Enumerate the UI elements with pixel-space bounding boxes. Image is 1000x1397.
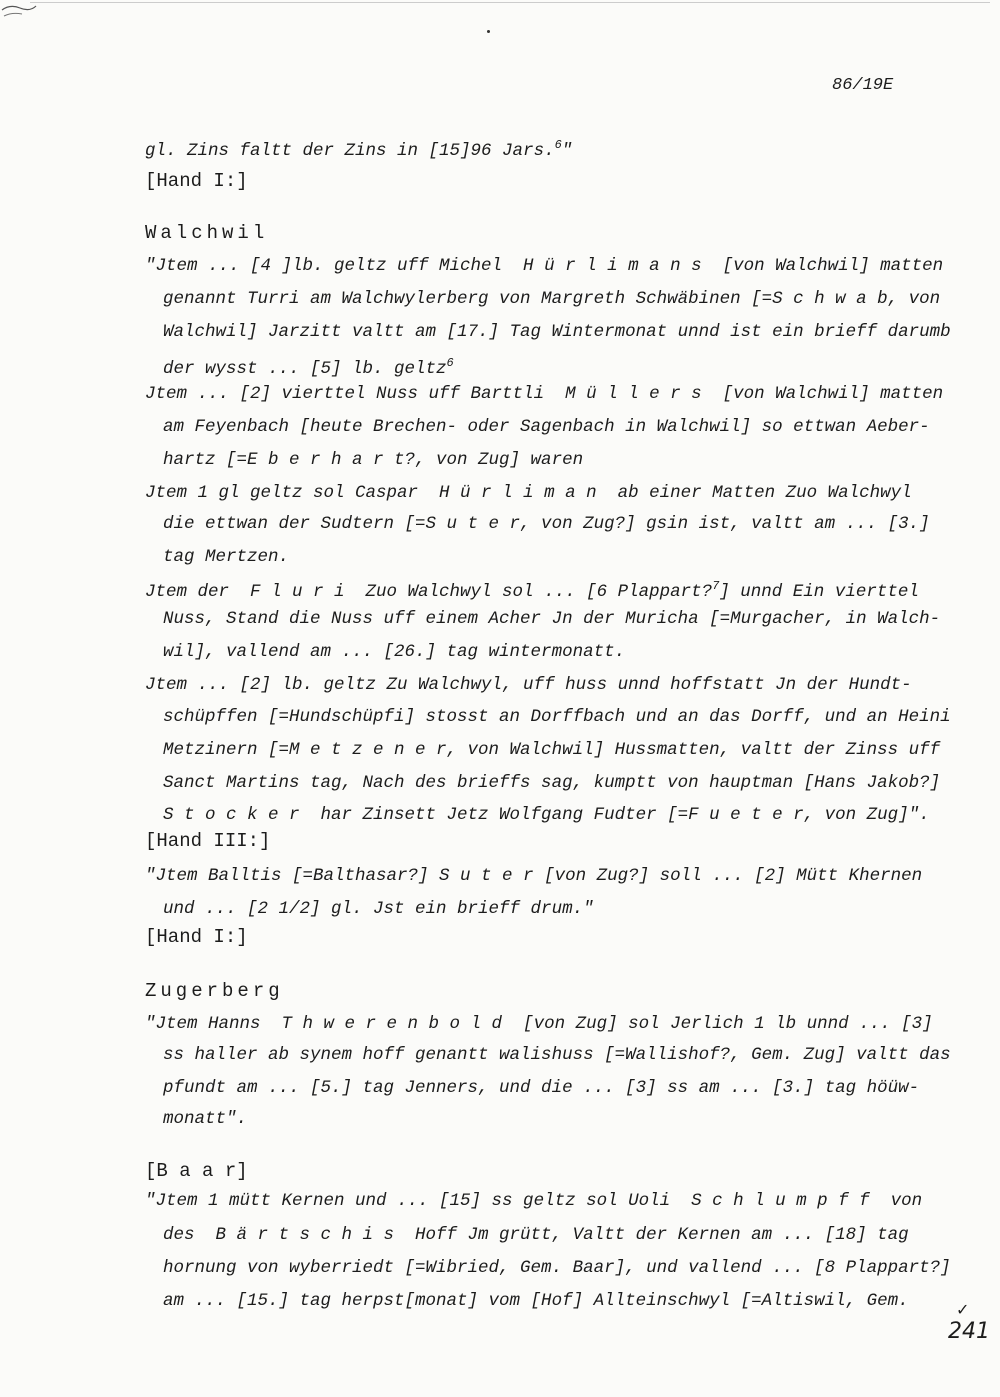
- folio-number: 241: [948, 1319, 990, 1344]
- line-text: Nuss, Stand die Nuss uff einem Acher Jn der Muricha [=Murgacher, in Walch-: [163, 609, 941, 629]
- line-text: "Jtem Hanns T h w e r e n b o l d [von Zug] sol Jerlich 1 lb unnd ... [3]: [145, 1014, 933, 1034]
- line-text: "Jtem ... [4 ]lb. geltz uff Michel H ü r l i m a n s [von Walchwil] matten: [145, 256, 944, 276]
- line-text: wil], vallend am ... [26.] tag wintermonatt.: [163, 642, 626, 662]
- text-line: [145, 980, 284, 1002]
- line-text: Jtem ... [2] vierttel Nuss uff Barttli M ü l l e r s [von Walchwil] matten: [145, 384, 944, 404]
- text-line: [163, 804, 930, 826]
- page-edge-line: [30, 2, 990, 3]
- text-line: [145, 575, 919, 603]
- line-text-tail: ] unnd Ein vierttel: [719, 581, 919, 602]
- line-text: "Jtem Balltis [=Balthasar?] S u t e r [von Zug?] soll ... [2] Mütt Khernen: [145, 866, 923, 886]
- text-line: [145, 674, 912, 696]
- line-text: am Feyenbach [heute Brechen- oder Sagenbach in Walchwil] so ettwan Aeber-: [163, 417, 930, 437]
- text-line: [145, 222, 268, 244]
- folio-mark: [948, 1300, 990, 1344]
- line-text: die ettwan der Sudtern [=S u t e r, von Zug?] gsin ist, valtt am ... [3.]: [163, 514, 930, 534]
- corner-smudge-icon: [0, 0, 40, 30]
- text-line: [163, 546, 289, 568]
- line-text: Jtem 1 gl geltz sol Caspar H ü r l i m a n ab einer Matten Zuo Walchwyl: [145, 483, 912, 503]
- text-line: [145, 255, 943, 277]
- text-line: [163, 288, 940, 310]
- line-text: ss haller ab synem hoff genantt walishuss [=Wallishof?, Gem. Zug] valtt das: [163, 1045, 951, 1065]
- footnote-ref: 6: [554, 138, 562, 152]
- text-line: [163, 1290, 909, 1312]
- text-line: [163, 1108, 247, 1130]
- text-line: [145, 830, 270, 852]
- line-text: [B a a r]: [145, 1160, 248, 1182]
- line-text: gl. Zins faltt der Zins in [15]96 Jars.: [145, 140, 555, 161]
- text-line: [145, 134, 572, 162]
- text-line: [163, 898, 594, 920]
- text-line: [145, 926, 248, 948]
- line-text: [Hand III:]: [145, 830, 271, 852]
- line-text: schüpffen [=Hundschüpfi] stosst an Dorffbach und an das Dorff, und an Heini: [163, 707, 951, 727]
- text-line: [163, 1044, 951, 1066]
- line-text: hornung von wyberriedt [=Wibried, Gem. Baar], und vallend ... [8 Plappart?]: [163, 1258, 951, 1278]
- text-line: [163, 1257, 951, 1279]
- line-text: hartz [=E b e r h a r t?, von Zug] waren: [163, 450, 584, 470]
- line-text: Jtem ... [2] lb. geltz Zu Walchwyl, uff huss unnd hoffstatt Jn der Hundt-: [145, 675, 912, 695]
- text-line: [145, 1190, 922, 1212]
- text-line: [163, 513, 930, 535]
- line-text: "Jtem 1 mütt Kernen und ... [15] ss geltz sol Uoli S c h l u m p f f von: [145, 1191, 923, 1211]
- text-line: [145, 170, 248, 192]
- line-text: Sanct Martins tag, Nach des brieffs sag, kumptt von hauptman [Hans Jakob?]: [163, 773, 941, 793]
- text-line: [163, 608, 940, 630]
- text-line: [145, 383, 943, 405]
- text-line: [145, 1013, 933, 1035]
- text-line: [163, 321, 951, 343]
- check-mark: ✓: [956, 1300, 970, 1319]
- text-line: [163, 1077, 919, 1099]
- text-line: [145, 865, 922, 887]
- line-text-tail: ": [561, 140, 573, 161]
- text-line: [145, 1160, 248, 1182]
- text-line: [163, 706, 951, 728]
- line-text: [Hand I:]: [145, 926, 248, 948]
- line-text: S t o c k e r har Zinsett Jetz Wolfgang Fudter [=F u e t e r, von Zug]".: [163, 805, 930, 825]
- text-line: [163, 416, 930, 438]
- line-text: tag Mertzen.: [163, 547, 290, 567]
- line-text: Metzinern [=M e t z e n e r, von Walchwil] Hussmatten, valtt der Zinss uff: [163, 740, 941, 760]
- line-text: Jtem der F l u r i Zuo Walchwyl sol ... [6 Plappart?: [145, 581, 713, 602]
- line-text: und ... [2 1/2] gl. Jst ein brieff drum.": [163, 899, 594, 919]
- text-line: [163, 1224, 909, 1246]
- line-text: pfundt am ... [5.] tag Jenners, und die ... [3] ss am ... [3.] tag höüw-: [163, 1078, 920, 1098]
- line-text: [Hand I:]: [145, 170, 248, 192]
- line-text: Walchwil] Jarzitt valtt am [17.] Tag Wintermonat unnd ist ein brieff darumb: [163, 322, 951, 342]
- text-line: [163, 772, 940, 794]
- line-text: Zugerberg: [145, 980, 284, 1002]
- text-line: [145, 482, 912, 504]
- line-text: genannt Turri am Walchwylerberg von Margreth Schwäbinen [=S c h w a b, von: [163, 289, 941, 309]
- footnote-ref: 6: [446, 356, 454, 370]
- text-line: [163, 641, 625, 663]
- text-line: [163, 449, 583, 471]
- speck: [487, 30, 490, 33]
- text-line: [163, 739, 940, 761]
- line-text: am ... [15.] tag herpst[monat] vom [Hof] Allteinschwyl [=Altiswil, Gem.: [163, 1291, 909, 1311]
- line-text: Walchwil: [145, 222, 269, 244]
- line-text: monatt".: [163, 1109, 248, 1129]
- page-number: 86/19E: [832, 76, 894, 95]
- line-text: der wysst ... [5] lb. geltz: [163, 358, 447, 379]
- footnote-ref: 7: [712, 579, 720, 593]
- line-text: des B ä r t s c h i s Hoff Jm grütt, Valtt der Kernen am ... [18] tag: [163, 1225, 909, 1245]
- text-line: [163, 352, 454, 380]
